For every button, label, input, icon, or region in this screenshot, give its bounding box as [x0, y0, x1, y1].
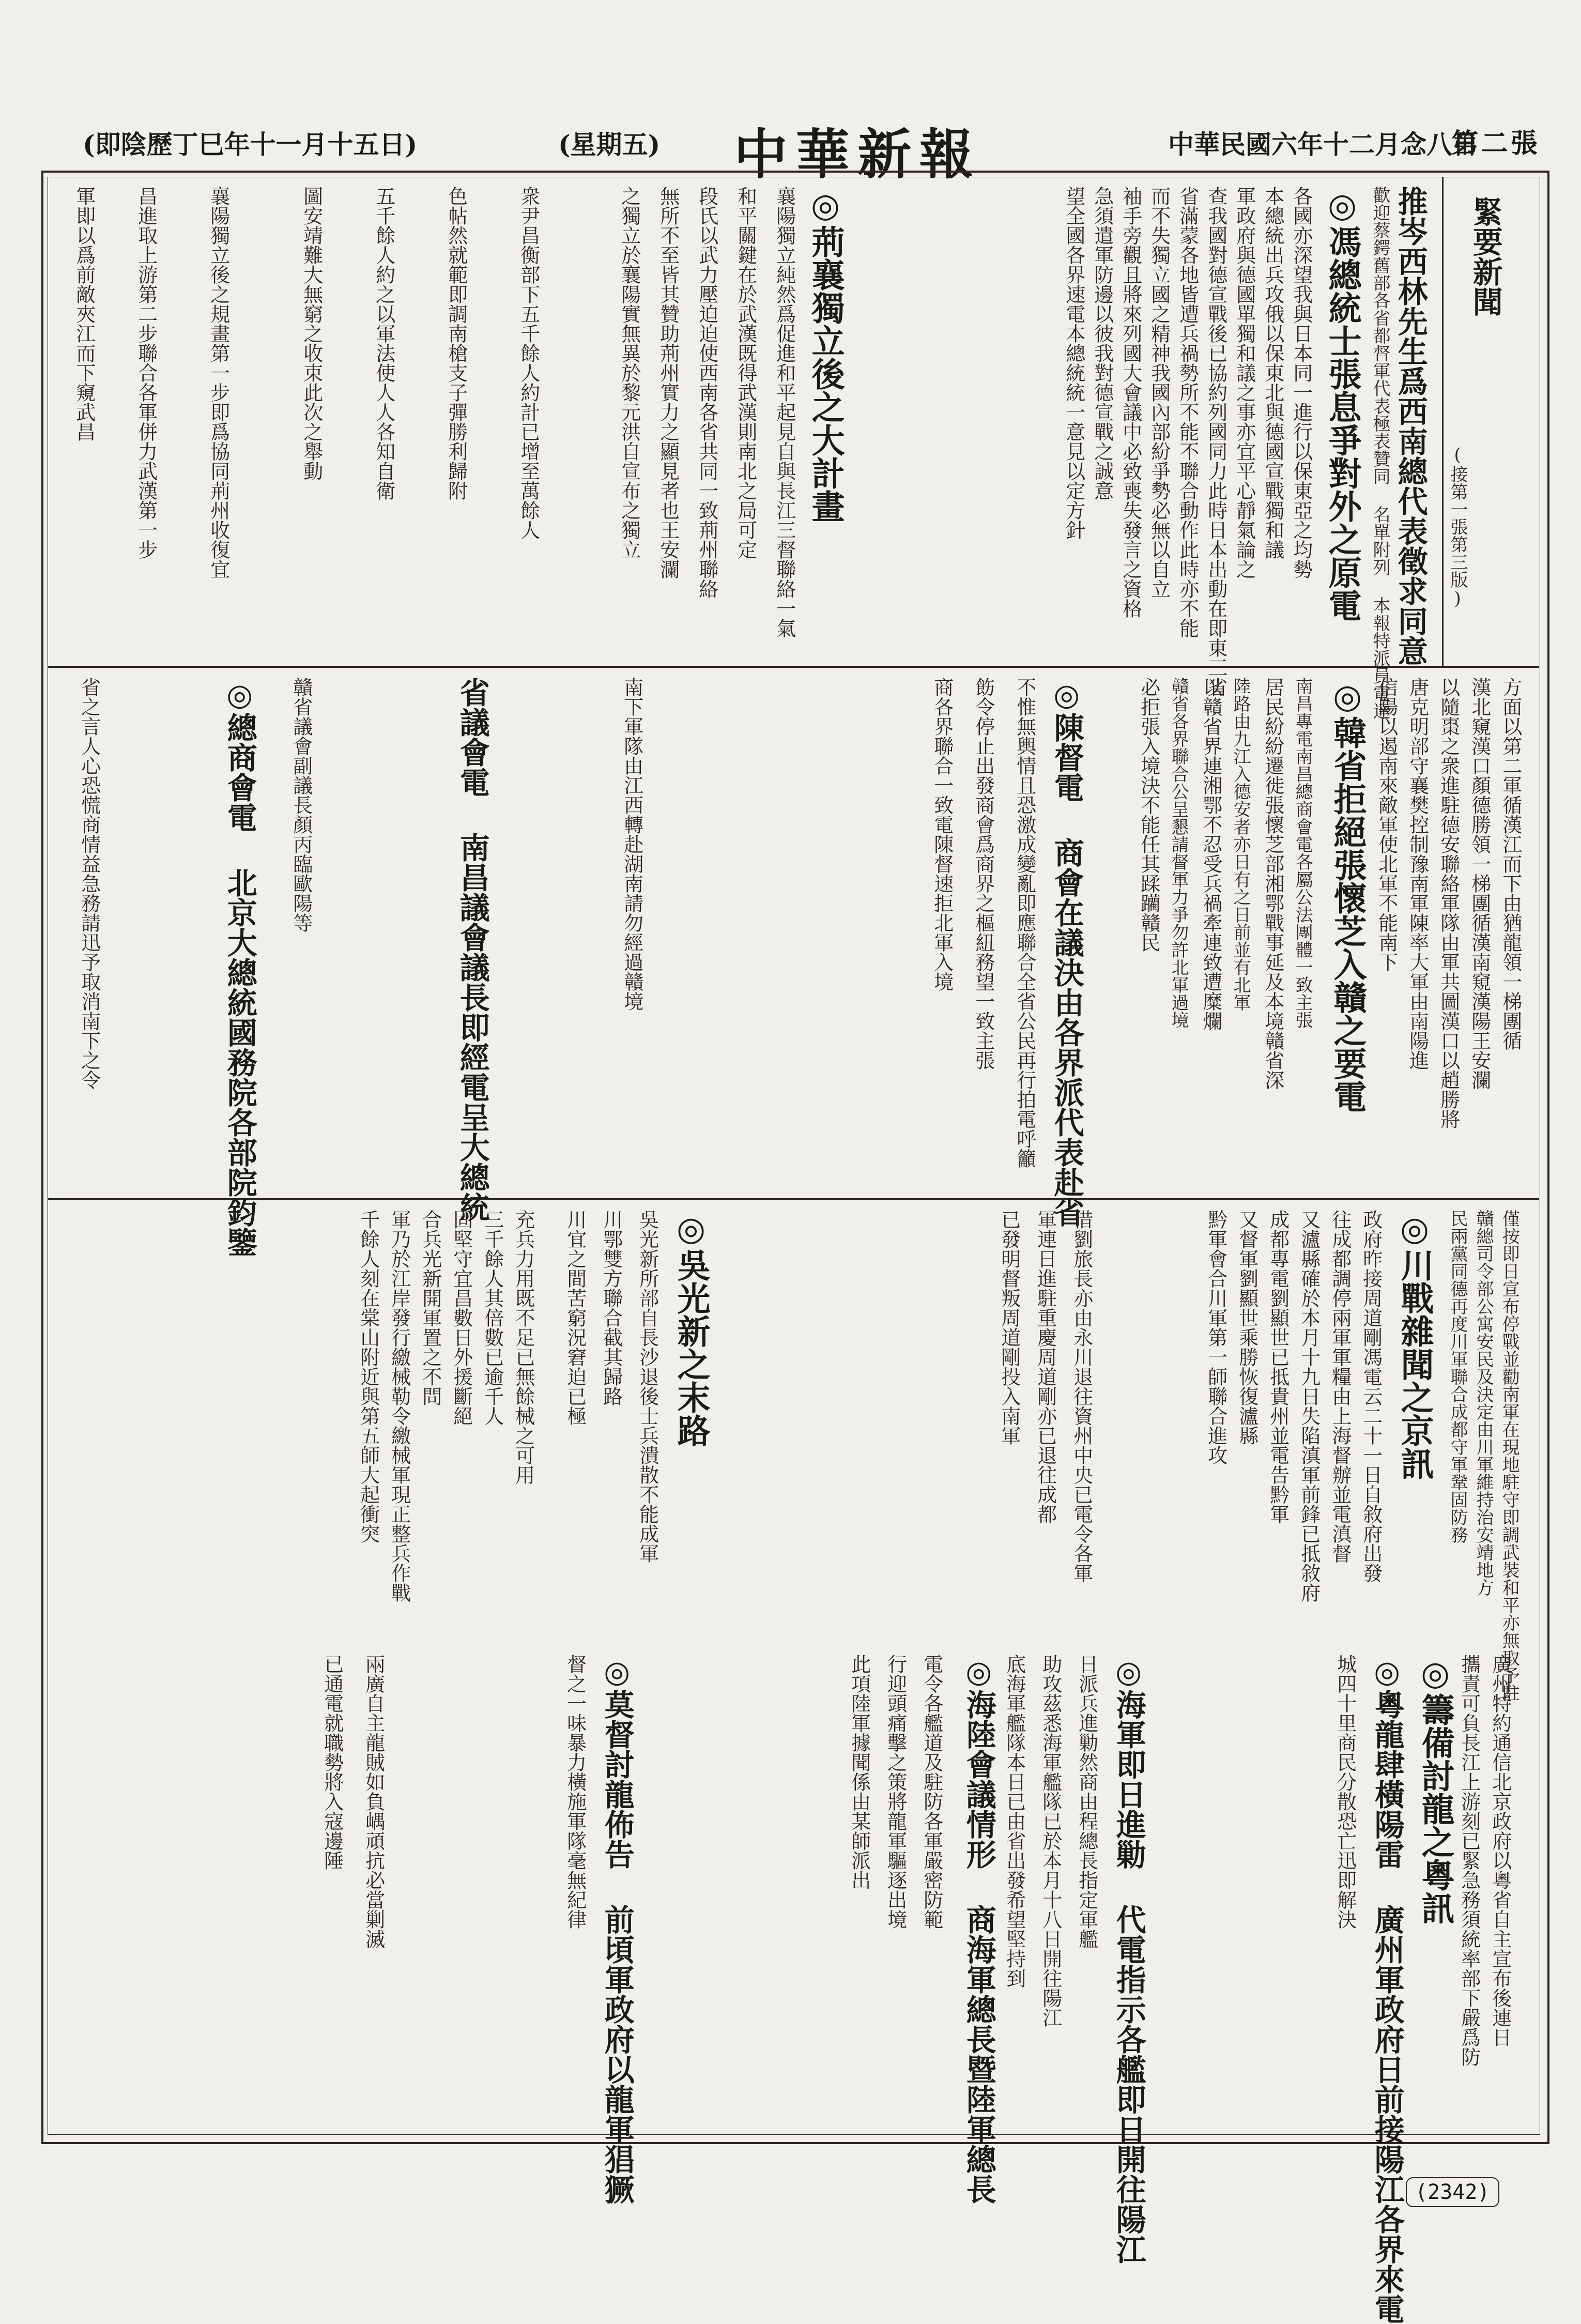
- section-divider-top: [48, 666, 1539, 668]
- article-line: 合兵光新開軍置之不問: [419, 1210, 442, 1406]
- article-line: 固堅守宜昌數日外援斷絕: [450, 1210, 473, 1426]
- article-line: 督之一味暴力橫施軍隊毫無紀律: [563, 1654, 587, 1929]
- article-line: 川宜之間苦窮況窘迫已極: [563, 1210, 587, 1426]
- article-line: 軍政府與德國單獨和議之事亦宜平心靜氣論之: [1233, 186, 1256, 579]
- article-line: 各國亦深望我與日本同一進行以保東亞之均勢: [1290, 186, 1313, 579]
- article-line: 攜責可負長江上游刻已緊急務須統率部下嚴爲防: [1457, 1654, 1481, 2067]
- article-line: 兩廣自主龍賊如負嵎頑抗必當剿滅: [362, 1654, 385, 1949]
- article-line: 漢北窺漢口顏德勝領一梯團循漢南窺漢陽王安瀾: [1468, 677, 1491, 1090]
- article-line: 五千餘人約之以軍法使人人各知自衛: [372, 186, 395, 500]
- box-note: (接第一張第三版): [1447, 445, 1468, 609]
- article-line: 贛總司令部公寓安民及決定由川軍維持治安靖地方: [1473, 1210, 1494, 1596]
- article-line: 唐克明部守襄樊控制豫南軍陳率大軍由南陽進: [1406, 677, 1429, 1070]
- article-line: 省之言人心恐慌商情益急務請迅予取消南下之令: [78, 677, 101, 1090]
- article-line: 本總統出兵攻俄以保東北與德國宣戰獨和議: [1261, 186, 1284, 559]
- article-line: 三千餘人其倍數已逾千人: [481, 1210, 504, 1426]
- sub-head-navy: ◎海軍即日進勦 代電指示各艦即日開往陽江: [1111, 1654, 1146, 2264]
- article-head-sichuan: ◎川戰雜聞之京訊: [1395, 1210, 1434, 1480]
- article-line: 陸路由九江入德安者亦日有之日前並有北軍: [1230, 677, 1251, 1011]
- article-line: 日派兵進勦然商由程總長指定軍艦: [1075, 1654, 1098, 1949]
- article-line: 色帖然就範即調南槍支子彈勝利歸附: [444, 186, 468, 500]
- article-line: 衆尹昌衡部下五千餘人約計已增至萬餘人: [517, 186, 540, 540]
- article-line: 無所不至皆其贊助荊州實力之顯見者也王安瀾: [656, 186, 680, 579]
- article-head-jingxiang: ◎荊襄獨立後之大計畫: [806, 186, 845, 523]
- article-line: 川鄂雙方聯合截其歸路: [600, 1210, 623, 1406]
- article-line: 又督軍劉顯世乘勝恢復瀘縣: [1235, 1210, 1258, 1445]
- article-line: 黔軍會合川軍第一師聯合進攻: [1204, 1210, 1227, 1465]
- article-head-feng: ◎馮總統士張息爭對外之原電: [1323, 186, 1362, 622]
- article-line: 和平關鍵在於武漢既得武漢則南北之局可定: [734, 186, 757, 559]
- column-rule: [1442, 177, 1444, 666]
- article-line: 軍連日進駐重慶周道剛亦已退往成都: [1034, 1210, 1057, 1524]
- article-line: 吳光新所部自長沙退後士兵潰散不能成軍: [636, 1210, 659, 1563]
- sub-head-conference: ◎海陸會議情形 商海軍總長暨陸軍總長: [961, 1654, 996, 2204]
- article-line: 贛省各界聯合公呈懇請督軍力爭勿許北軍過境: [1168, 677, 1189, 1029]
- article-line: 飭令停止出發商會爲商界之樞紐務望一致主張: [972, 677, 995, 1070]
- article-line: 充兵力用既不足已無餘械之可用: [512, 1210, 535, 1485]
- article-line: 電令各艦道及駐防各軍嚴密防範: [920, 1654, 943, 1929]
- sub-head-chen: ◎陳督電 商會在議決由各界派代表赴省: [1049, 677, 1084, 1227]
- article-line: 贛省議會副議長顏丙臨歐陽等: [289, 677, 313, 932]
- article-line: 民兩黨同德再度川軍聯合成都守軍鞏固防務: [1447, 1210, 1468, 1543]
- box-title: 緊要新聞: [1467, 196, 1503, 316]
- sub-head-mo: ◎莫督討龍佈告 前頃軍政府以龍軍猖獗: [599, 1654, 635, 2204]
- article-line: 此項陸軍據聞係由某師派出: [848, 1654, 871, 1890]
- article-line: 方面以第二軍循漢江而下由猶龍領一梯團循: [1499, 677, 1522, 1050]
- article-head-wu: ◎吳光新之末路: [671, 1210, 711, 1447]
- sub-head-council: 省議會電 南昌議會議長即經電呈大總統: [454, 677, 490, 1222]
- article-line: 急須遣軍防邊以彼我對德宣戰之誠意: [1091, 186, 1114, 500]
- article-line: 僅按即日宣布停戰並勸南軍在現地駐守即調武裝和平亦無取予駐: [1499, 1210, 1520, 1702]
- article-line: 襄陽獨立純然爲促進和平起見自與長江三督聯絡一氣: [773, 186, 796, 638]
- article-line: 必拒張入境決不能任其蹂躪贛民: [1137, 677, 1160, 952]
- article-line: 圖安靖難大無窮之收束此次之舉動: [300, 186, 323, 481]
- article-line: 南下軍隊由江西轉赴湖南請勿經過贛境: [620, 677, 643, 1011]
- article-line: 城四十里商民分散恐亡迅即解決: [1333, 1654, 1357, 1929]
- article-line: 昌進取上游第二步聯合各軍併力武漢第一步: [134, 186, 158, 559]
- article-line: 助攻茲悉海軍艦隊已於本月十八日開往陽江: [1039, 1654, 1062, 2027]
- notice-body: 歡迎蔡鍔舊部各省都督軍代表極表贊同 名單附列 本報特派員電達: [1370, 186, 1391, 720]
- weekday: (星期五): [558, 129, 661, 160]
- masthead: [41, 121, 1545, 186]
- article-line: 已發明督叛周道剛投入南軍: [997, 1210, 1021, 1445]
- article-line: 成都專電劉顯世已抵貴州並電告黔軍: [1266, 1210, 1290, 1524]
- article-head-guangdong: ◎籌備討龍之粵訊: [1416, 1654, 1455, 1924]
- article-line: 以贛省界連湘鄂不忍受兵禍牽連致遭糜爛: [1199, 677, 1222, 1031]
- article-line: 信陽以遏南來敵軍使北軍不能南下: [1375, 677, 1398, 972]
- article-line: 往成都調停兩軍軍糧由上海督辦並電滇督: [1328, 1210, 1352, 1563]
- article-line: 借劉旅長亦由永川退往資州中央已電令各軍: [1070, 1210, 1093, 1583]
- edition-label: 第二張: [1451, 128, 1540, 159]
- article-line: 段氏以武力壓迫迫使西南各省共同一致荊州聯絡: [695, 186, 718, 599]
- article-line: 查我國對德宣戰後已協約列國同力此時日本出動在即東三省: [1204, 186, 1227, 697]
- article-line: 軍乃於江岸發行繳械勒令繳械軍現正整兵作戰: [388, 1210, 411, 1602]
- article-line: 之獨立於襄陽實無異於黎元洪自宣布之獨立: [618, 186, 641, 559]
- article-line: 已通電就職勢將入寇邊陲: [320, 1654, 344, 1870]
- section-divider-mid: [48, 1198, 1539, 1200]
- article-line: 千餘人刻在棠山附近與第五師大起衝突: [357, 1210, 380, 1543]
- article-line: 又瀘縣確於本月十九日失陷滇軍前鋒已抵敘府: [1297, 1210, 1321, 1602]
- page-number: (2342): [1406, 2177, 1499, 2207]
- sub-head-chamber: ◎總商會電 北京大總統國務院各部院鈞鑒: [222, 677, 257, 1257]
- paper-name: 中華新報: [734, 123, 981, 186]
- article-line: 行迎頭痛擊之策將龍軍驅逐出境: [884, 1654, 907, 1929]
- sub-head-yangjiang: ◎粵龍肆橫陽雷 廣州軍政府日前接陽江各界來電: [1369, 1654, 1405, 2324]
- article-line: 不惟無輿情且恐激成變亂即應聯合全省公民再行拍電呼籲: [1013, 677, 1036, 1168]
- article-line: 政府昨接周道剛馮電云二十一日自敘府出發: [1359, 1210, 1383, 1583]
- article-line: 居民紛紛遷徙張懷芝部湘鄂戰事延及本境贛省深: [1261, 677, 1284, 1090]
- article-line: 商各界聯合一致電陳督速拒北軍入境: [930, 677, 954, 991]
- notice-head: 推岑西林先生爲西南總代表徵求同意: [1392, 186, 1428, 666]
- article-line: 而不失獨立國之精神我國內部紛爭勢必無以自立: [1147, 186, 1171, 599]
- publication-date: 中華民國六年十二月念八日: [1168, 129, 1478, 160]
- article-line: 省滿蒙各地皆遭兵禍勢所不能不聯合動作此時亦不能: [1176, 186, 1199, 638]
- lunar-date: (即陰歷丁巳年十一月十五日): [83, 129, 418, 160]
- article-line: 軍即以爲前敵夾江而下窺武昌: [72, 186, 96, 441]
- article-line: 廣州特約通信北京政府以粵省自主宣布後連日: [1488, 1654, 1512, 2047]
- article-line: 襄陽獨立後之規畫第一步即爲協同荊州收復宜: [207, 186, 230, 579]
- article-line: 袖手旁觀且將來列國大會議中必致喪失發言之資格: [1119, 186, 1142, 618]
- article-line: 南昌專電南昌總商會電各屬公法團體一致主張: [1292, 677, 1313, 1029]
- article-line: 以隨棗之衆進駐德安聯絡軍隊由軍共圖漢口以趙勝將: [1437, 677, 1460, 1129]
- article-head-jiangxi: ◎韓省拒絕張懷芝入贛之要電: [1328, 677, 1367, 1113]
- article-line: 望全國各界速電本總統統一意見以定方針: [1062, 186, 1085, 540]
- article-line: 底海軍艦隊本日已由省出發希望堅持到: [1003, 1654, 1026, 1988]
